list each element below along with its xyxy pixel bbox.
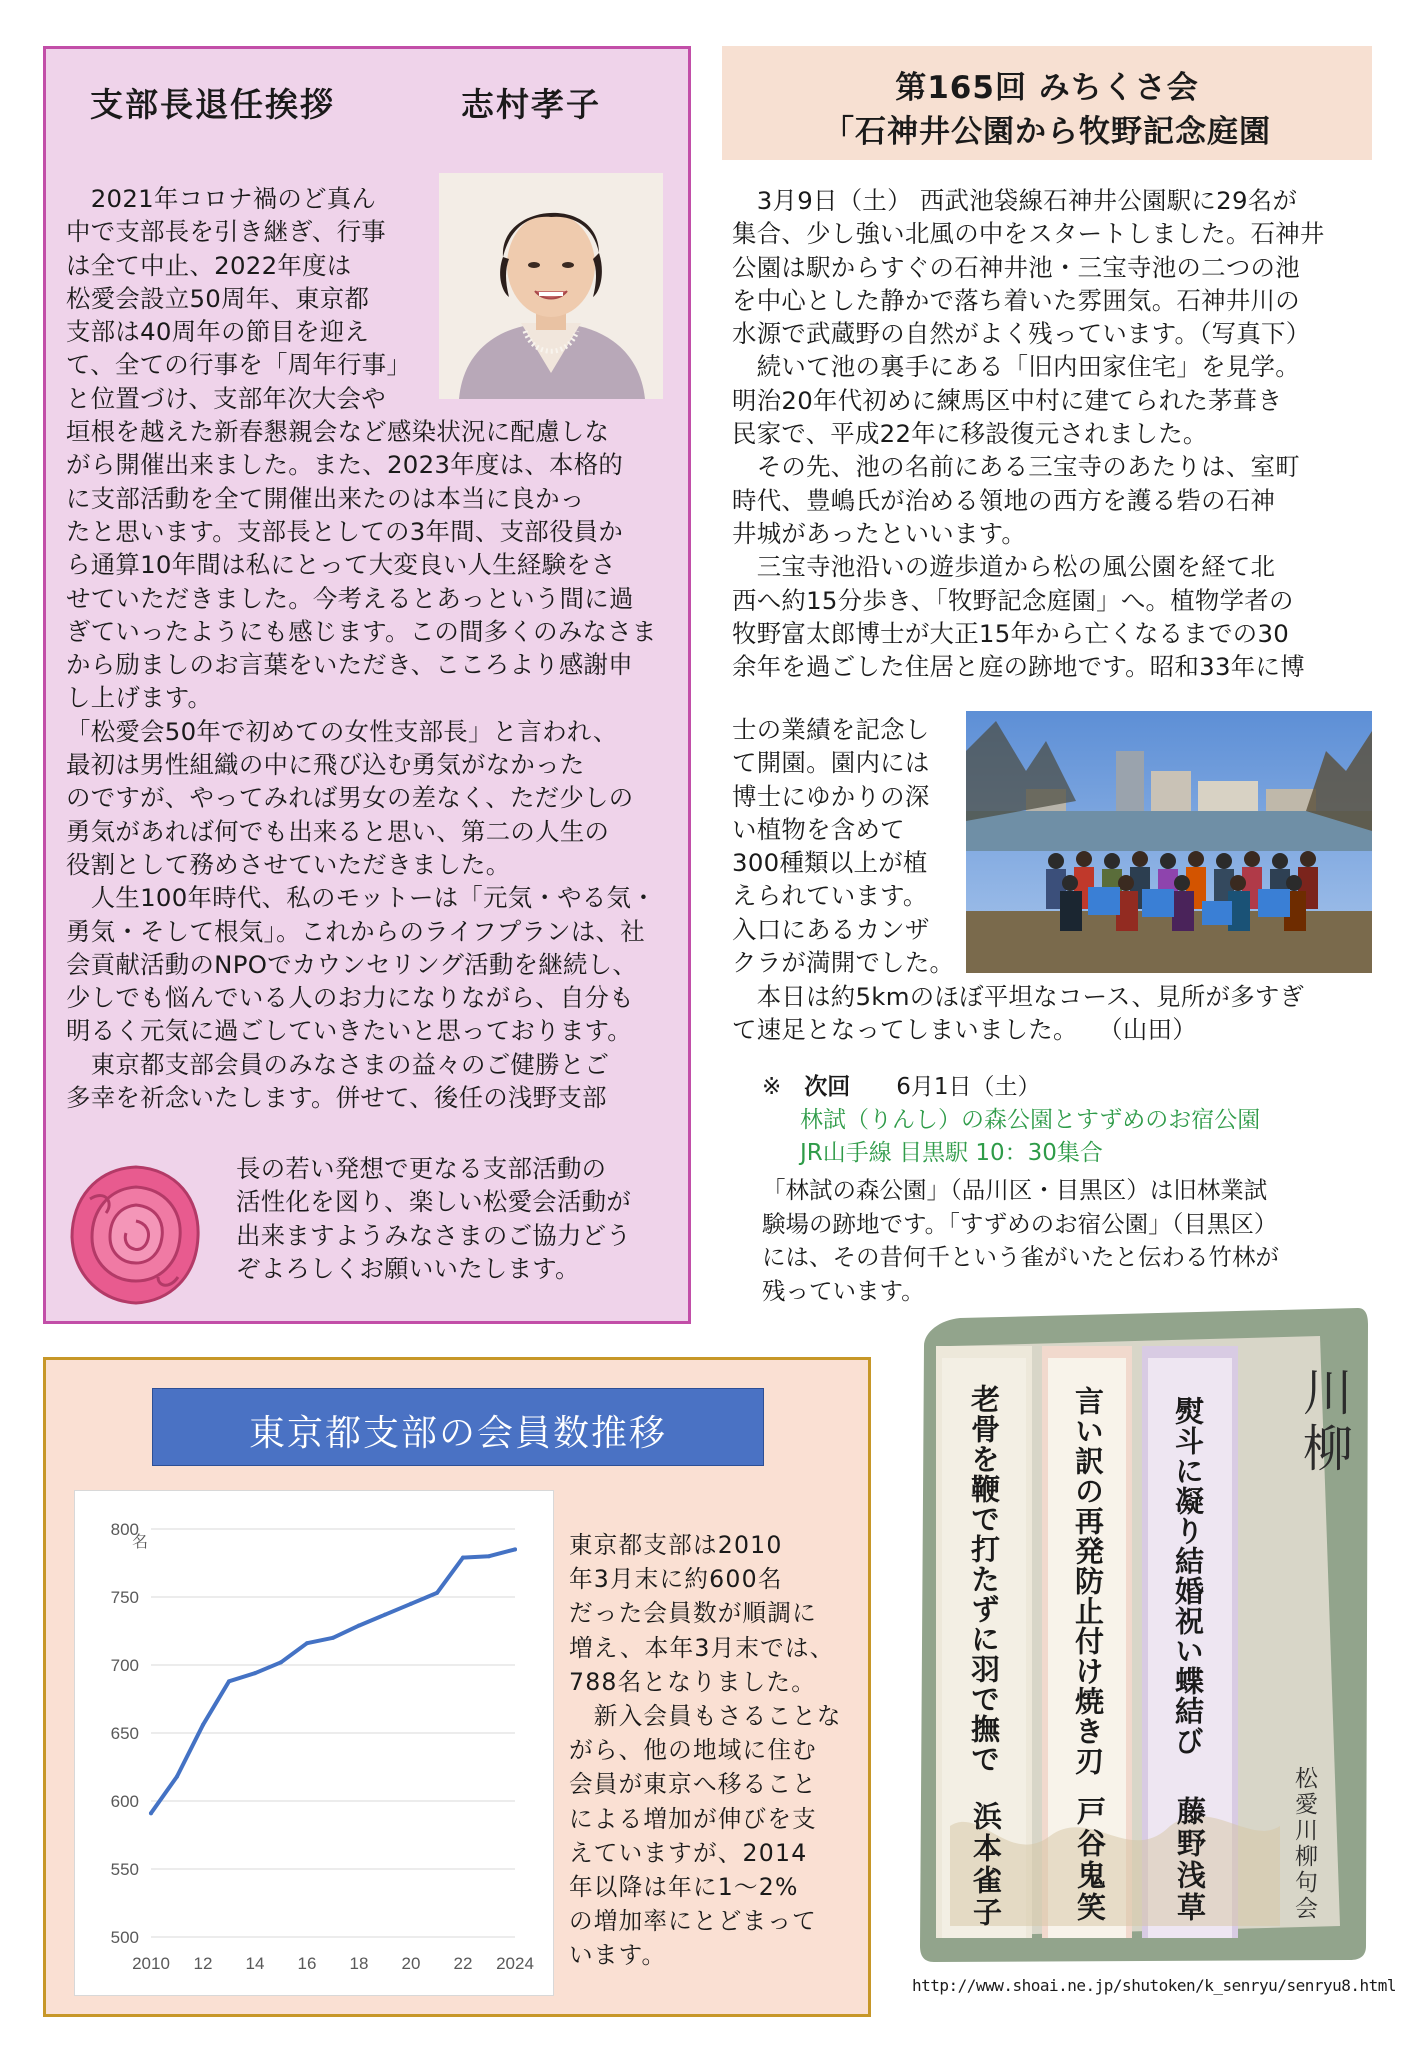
chart-y-tick: 650 xyxy=(110,1724,139,1743)
event-title-line2: 「石神井公園から牧野記念庭園 xyxy=(823,114,1271,150)
senryu-card xyxy=(920,1306,1368,1964)
chart-data-point xyxy=(149,1811,153,1815)
senryu-link[interactable]: http://www.shoai.ne.jp/shutoken/k_senryu/senryu8.html xyxy=(912,1976,1397,1995)
member-title: 東京都支部の会員数推移 xyxy=(248,1413,667,1454)
member-count-section xyxy=(43,1357,871,2017)
senryu-heading: 川柳 xyxy=(1295,1366,1353,1478)
next-event-label: 次回 xyxy=(804,1074,851,1100)
chart-y-tick: 600 xyxy=(110,1792,139,1811)
chart-series-line xyxy=(151,1549,515,1813)
event-body-side: 士の業績を記念し て開園。園内には 博士にゆかりの深 い植物を含めて 300種類以上が植 えられています。 入口にあるカンザ クラが満開でした。 xyxy=(732,715,955,978)
chart-data-point xyxy=(487,1554,491,1558)
chart-data-point xyxy=(435,1591,439,1595)
group-photo xyxy=(966,711,1372,973)
next-event-line xyxy=(762,1071,1041,1104)
chart-data-point xyxy=(461,1556,465,1560)
chart-y-tick: 550 xyxy=(110,1860,139,1879)
retirement-author: 志村孝子 xyxy=(461,85,601,124)
chart-x-tick: 18 xyxy=(349,1954,369,1973)
next-event-description: 「林試の森公園」（品川区・目黒区）は旧林業試 験場の跡地です。「すずめのお宿公園」（目黒区） には、その昔何千という雀がいたと伝わる竹林が 残っています。 xyxy=(762,1176,1279,1305)
chart-data-point xyxy=(279,1660,283,1664)
member-title-banner xyxy=(152,1388,764,1466)
retirement-section xyxy=(43,46,691,1324)
chart-y-unit: 名 xyxy=(131,1534,149,1551)
retirement-body-closing: 長の若い発想で更なる支部活動の 活性化を図り、楽しい松愛会活動が 出来ますようみなさまのご協力どう ぞよろしくお願いいたします。 xyxy=(236,1154,632,1283)
chart-x-tick: 20 xyxy=(401,1954,421,1973)
chart-data-point xyxy=(513,1547,517,1551)
member-description: 東京都支部は2010 年3月末に約600名 だった会員数が順調に 増え、本年3月末では、 788名となりました。 新入会員もさることな がら、他の地域に住む 会員が東京へ移ること による増加が伸びを支 えていますが、2014 年以降は年に1～2% の増加率にとどまって います。 xyxy=(569,1531,842,1970)
chart-x-tick: 2024 xyxy=(496,1954,534,1973)
event-body-closing: 本日は約5kmのほぼ平坦なコース、見所が多すぎ て速足となってしまいました。 （山田） xyxy=(732,982,1305,1045)
chart-data-point xyxy=(253,1671,257,1675)
senryu-author-2: 戸谷鬼笑 xyxy=(1073,1796,1107,1924)
chart-data-point xyxy=(357,1624,361,1628)
chart-data-point xyxy=(331,1636,335,1640)
chart-x-tick: 12 xyxy=(193,1954,213,1973)
senryu-author-1: 藤野浅草 xyxy=(1173,1796,1207,1924)
chart-data-point xyxy=(175,1775,179,1779)
next-event-mark: ※ xyxy=(762,1074,782,1100)
chart-x-tick: 16 xyxy=(297,1954,317,1973)
senryu-club: 松愛川柳句会 xyxy=(1291,1766,1317,1922)
chart-y-tick: 700 xyxy=(110,1656,139,1675)
rose-illustration xyxy=(66,1159,206,1309)
member-line-chart xyxy=(75,1491,553,1995)
chart-data-point xyxy=(409,1602,413,1606)
next-event-place: 林試（りんし）の森公園とすずめのお宿公園 xyxy=(800,1107,1261,1133)
senryu-poem-1: 熨斗に凝り結婚祝い蝶結び xyxy=(1171,1396,1205,1756)
senryu-poem-2: 言い訳の再発防止付け焼き刃 xyxy=(1071,1386,1105,1776)
event-title-line1: 第165回 みちくさ会 xyxy=(895,70,1199,106)
chart-data-point xyxy=(201,1723,205,1727)
event-header xyxy=(722,46,1372,160)
retirement-body: 2021年コロナ禍のど真ん 中で支部長を引き継ぎ、行事 は全て中止、2022年度は 松愛会設立50周年、東京都 支部は40周年の節目を迎え て、全ての行事を「周年行事」 と位置づけ、支部年次大会や 垣根を越えた新春懇親会など感染状況に配慮しな がら開催出来ました。また、2023年度は、本格的 に支部活動を全て開催出来たのは本当に良かっ たと思います。支部長としての3年間、支部役員か ら通算10年間は私にとって大変良い人生経験をさ せていただきました。今考えるとあっという間に過 ぎていったようにも感じます。この間多くのみなさま から励ましのお言葉をいただき、こころより感謝申 し上げます。 「松愛会50年で初めての女性支部長」と言われ、 最初は男性組織の中に飛び込む勇気がなかった のですが、やってみれば男女の差なく、ただ少しの 勇気があれば何でも出来ると思い、第二の人生の 役割として務めさせていただきました。 人生100年時代、私のモットーは「元気・やる気・ 勇気・そして根気」。これからのライフプランは、社 会貢献活動のNPOでカウンセリング活動を継続し、 少しでも悩んでいる人のお力になりながら、自分も 明るく元気に過ごしていきたいと思っております。 東京都支部会員のみなさまの益々のご健勝とご 多幸を祈念いたします。併せて、後任の浅野支部 xyxy=(66,184,657,1113)
senryu-author-3: 浜本雀子 xyxy=(969,1801,1003,1929)
next-event-date: 6月1日（土） xyxy=(896,1074,1041,1100)
next-event-access: JR山手線 目黒駅 10：30集合 xyxy=(800,1140,1103,1166)
chart-data-point xyxy=(383,1613,387,1617)
member-chart xyxy=(74,1490,554,1996)
senryu-poem-3: 老骨を鞭で打たずに羽で撫で xyxy=(967,1384,1001,1774)
chart-y-tick: 800 xyxy=(110,1520,139,1539)
chart-x-tick: 2010 xyxy=(132,1954,170,1973)
retirement-title: 支部長退任挨拶 xyxy=(90,85,335,124)
chart-x-tick: 22 xyxy=(453,1954,473,1973)
chart-y-tick: 500 xyxy=(110,1928,139,1947)
chart-data-point xyxy=(227,1679,231,1683)
chart-y-tick: 750 xyxy=(110,1588,139,1607)
event-body: 3月9日（土） 西武池袋線石神井公園駅に29名が 集合、少し強い北風の中をスタートしました。石神井 公園は駅からすぐの石神井池・三宝寺池の二つの池 を中心とした静かで落ち着いた雰囲気。石神井川の 水源で武蔵野の自然がよく残っています。（写真下） 続いて池の裏手にある「旧内田家住宅」を見学。 明治20年代初めに練馬区中村に建てられた茅葺き 民家で、平成22年に移設復元されました。 その先、池の名前にある三宝寺のあたりは、室町 時代、豊嶋氏が治める領地の西方を護る砦の石神 井城があったといいます。 三宝寺池沿いの遊歩道から松の風公園を経て北 西へ約15分歩き、「牧野記念庭園」へ。植物学者の 牧野富太郎博士が大正15年から亡くなるまでの30 余年を過ごした住居と庭の跡地です。昭和33年に博 xyxy=(732,186,1325,682)
chart-data-point xyxy=(305,1641,309,1645)
chart-x-tick: 14 xyxy=(245,1954,265,1973)
